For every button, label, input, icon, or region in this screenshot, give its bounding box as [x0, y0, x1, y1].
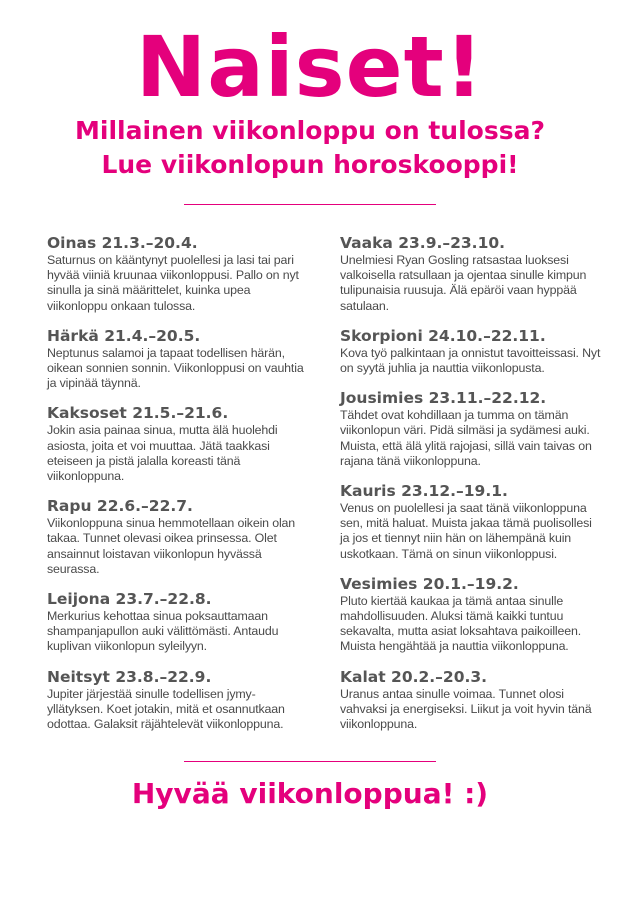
- top-divider: [184, 204, 436, 205]
- subtitle-line-1: Millainen viikonloppu on tulossa?: [75, 116, 545, 145]
- horoscope-entry-leijona: [47, 590, 309, 655]
- horoscope-entry-jousimies: [340, 389, 602, 469]
- page-title: Naiset!: [135, 18, 485, 116]
- horoscope-text: Venus on puolellesi ja saat tänä viikonloppuna sen, mitä haluat. Muista jakaa tämä puolisollesi ja jos et tiennyt niin hän on lähempänä kuin uskotkaan. Tämä on sinun viikonloppusi.: [340, 501, 592, 561]
- bottom-divider: [184, 761, 436, 762]
- page-subtitle: [0, 114, 620, 182]
- sign-heading: Skorpioni 24.10.–22.11.: [340, 326, 546, 345]
- horoscope-entry-vaaka: [340, 234, 602, 314]
- horoscope-text: Saturnus on kääntynyt puolellesi ja lasi tai pari hyvää viiniä kruunaa viikonloppusi. Pallo on nyt sinulla ja sinä määrittelet, kuinka upea viikonloppu onkaan tulossa.: [47, 253, 299, 313]
- horoscope-column-left: [47, 234, 309, 745]
- horoscope-entry-kauris: [340, 482, 602, 562]
- horoscope-text: Uranus antaa sinulle voimaa. Tunnet olosi vahvaksi ja energiseksi. Liikut ja voit hyvin tänä viikonloppuna.: [340, 686, 592, 732]
- sign-heading: Härkä 21.4.–20.5.: [47, 326, 201, 345]
- sign-heading: Oinas 21.3.–20.4.: [47, 234, 198, 252]
- horoscope-text: Unelmiesi Ryan Gosling ratsastaa luoksesi valkoisella ratsullaan ja ojentaa sinulle kimpun tulipunaisia ruusuja. Älä epäröi vaan hyppää satulaan.: [340, 253, 587, 313]
- horoscope-text: Pluto kiertää kaukaa ja tämä antaa sinulle mahdollisuuden. Aluksi tämä kaikki tuntuu sekavalta, mutta asiat loksahtava paikoilleen. Muista hengähtää ja nauttia viikonloppuna.: [340, 593, 582, 654]
- horoscope-text: Jokin asia painaa sinua, mutta älä huolehdi asiosta, joita et voi muuttaa. Jätä taakkasi eteiseen ja pistä jalalla koreasti tänä viikonloppuna.: [47, 423, 278, 484]
- sign-heading: Kaksoset 21.5.–21.6.: [47, 404, 229, 423]
- horoscope-text: Viikonloppuna sinua hemmotellaan oikein olan takaa. Tunnet olevasi oikea prinsessa. Olet ansainnut loistavan viikonlopun hyvässä seurassa.: [47, 516, 296, 576]
- horoscope-text: Merkurius kehottaa sinua poksauttamaan shampanjapullon auki välittömästi. Antaudu kuplivan viikonlopun syleilyyn.: [47, 609, 279, 654]
- horoscope-entry-oinas: [47, 234, 309, 314]
- horoscope-entry-harka: [47, 327, 309, 392]
- sign-heading: Kalat 20.2.–20.3.: [340, 667, 488, 686]
- horoscope-text: Neptunus salamoi ja tapaat todellisen härän, oikean sonnien sonnin. Viikonloppusi on vauhtia ja vipinää täynnä.: [47, 345, 304, 391]
- sign-heading: Rapu 22.6.–22.7.: [47, 497, 193, 516]
- horoscope-text: Jupiter järjestää sinulle todellisen jymy-yllätyksen. Koet jotakin, mitä et osannutkaan odottaa. Galaksit räjähtelevät viikonloppuna.: [47, 686, 285, 732]
- horoscope-entry-neitsyt: [47, 668, 309, 733]
- horoscope-entry-rapu: [47, 497, 309, 577]
- horoscope-text: Kova työ palkintaan ja onnistut tavoitteissasi. Nyt on syytä juhlia ja nauttia viikonlopusta.: [340, 345, 601, 376]
- horoscope-entry-kaksoset: [47, 404, 309, 484]
- horoscope-text: Tähdet ovat kohdillaan ja tumma on tämän viikonlopun väri. Pidä silmäsi ja sydämesi auki. Muista, että älä ylitä rajojasi, sillä vain taivas on rajana tänä viikonloppuna.: [340, 408, 592, 468]
- footer-greeting: Hyvää viikonloppua! :): [131, 777, 489, 810]
- horoscope-entry-vesimies: [340, 575, 602, 655]
- sign-heading: Neitsyt 23.8.–22.9.: [47, 667, 212, 686]
- sign-heading: Leijona 23.7.–22.8.: [47, 590, 212, 609]
- horoscope-entry-skorpioni: [340, 327, 602, 376]
- sign-heading: Vaaka 23.9.–23.10.: [340, 234, 506, 252]
- horoscope-entry-kalat: [340, 668, 602, 733]
- horoscope-column-right: [340, 234, 602, 745]
- sign-heading: Kauris 23.12.–19.1.: [340, 482, 508, 501]
- sign-heading: Vesimies 20.1.–19.2.: [340, 574, 519, 593]
- subtitle-line-2: Lue viikonlopun horoskooppi!: [101, 150, 519, 179]
- sign-heading: Jousimies 23.11.–22.12.: [340, 389, 547, 408]
